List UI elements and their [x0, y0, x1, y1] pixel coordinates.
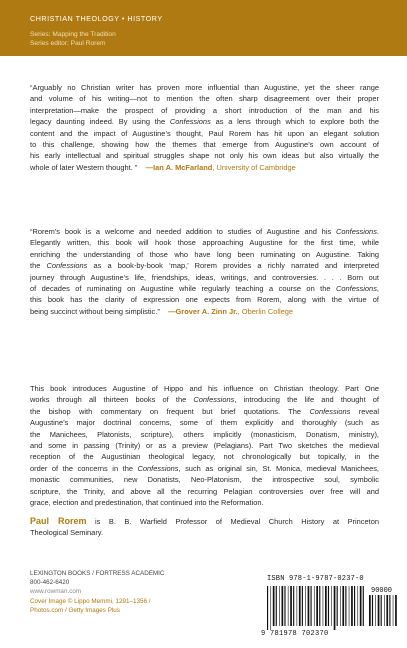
barcode-bar [389, 595, 390, 626]
quote-line: the Confessions as a book-by-book ‘map,’ Rorem provides a richly narrated and interpreted [30, 261, 380, 271]
barcode-bar [360, 586, 362, 626]
series-editor: Series editor: Paul Rorem [30, 40, 106, 47]
author-bio [30, 516, 379, 539]
publisher-info [30, 569, 164, 615]
barcode-bar [323, 586, 324, 626]
quote-line: Elegantly written, this book will hook those approaching Augustine for the first time, while [30, 238, 379, 248]
description-line: grace, election and predestination, that continued into the Reformation. [30, 498, 264, 508]
barcode-bar [267, 586, 268, 630]
barcode-bar [393, 595, 394, 626]
description-line: reception of the Augustinian theological legacy, not chronologically but topically, in the [30, 452, 379, 462]
barcode-bar [270, 586, 271, 630]
attribution-name: —Ian A. McFarland [145, 162, 213, 172]
description-line: order of the concerns in the Confessions, such as original sin, St. Monica, medieval Manichees, [30, 463, 380, 473]
barcode-bar [342, 586, 344, 626]
cover-credit-line1: Cover Image © Lippo Memmi, 1291–1356 / [30, 597, 151, 605]
barcode-box [257, 568, 405, 648]
quote-line: journey through Augustine’s life, friendships, ideas, writings, and controversies. . . . Born out [30, 272, 379, 282]
quote-line: of decades of ruminating on Augustine while regularly teaching a course on the Confessions, [30, 284, 379, 294]
attribution-affiliation: , Oberlin College [237, 306, 294, 316]
barcode-bar [293, 586, 294, 626]
barcode-bar [349, 586, 350, 626]
description-line: monastic communities, new Donatists, Neo-Platonism, the introspective soul, symbolic [30, 475, 379, 485]
attribution-affiliation: , University of Cambridge [212, 162, 296, 172]
barcode-digits: 9 781978 702370 [261, 630, 329, 638]
quote-line: interpretation—make the prospect of providing a short introduction of the man and his [30, 105, 379, 115]
description-line: and some in passing (Trinity) or as a preview (Pelagians). Part Two sketches the medieval [30, 441, 379, 451]
barcode-bar [337, 586, 338, 626]
barcode-bar [311, 586, 312, 626]
category-label: CHRISTIAN THEOLOGY • HISTORY [30, 14, 163, 23]
bio-line: Theological Seminary. [30, 528, 104, 538]
book-description [30, 383, 379, 508]
barcode-bar [308, 586, 310, 626]
quote-line: his early intellectual and spiritual struggles shape not only his own ideas but also virtually the [30, 151, 379, 161]
publisher-phone: 800-462-6420 [30, 579, 70, 587]
barcode-main [267, 586, 365, 630]
barcode-bar [273, 586, 275, 626]
barcode-bar [340, 586, 341, 626]
quote-line: content and the impact of Augustine’s thought, Paul Rorem has hit upon an elegant solution [30, 128, 379, 138]
quote-line: enriching the understanding of those who have long been ruminating on Augustine. Taking [30, 249, 379, 259]
publisher-name: LEXINGTON BOOKS / FORTRESS ACADEMIC [30, 570, 165, 577]
quote-line: legacy daunting indeed. By using the Confessions as a lens through which to explore both the [30, 117, 379, 127]
description-line: Augustine’s major doctrinal concerns, some of them explicitly and thoroughly (such as [30, 418, 379, 428]
barcode-bar [375, 595, 376, 626]
endorsement-zinn [30, 226, 379, 317]
barcode-bar [357, 586, 358, 626]
description-line: scripture, the Trinity, and above all the recurring Pelagian controversies over free will and [30, 486, 379, 496]
publisher-website: www.rowman.com [30, 588, 82, 596]
header-band [0, 0, 407, 56]
barcode-bar [290, 586, 292, 626]
price-code: 90000 [371, 587, 393, 595]
endorsement-mcfarland [30, 82, 379, 173]
barcode-bar [331, 586, 332, 626]
barcode-bar [288, 586, 289, 626]
bio-line: Paul Rorem is B. B. Warfield Professor of Medieval Church History at Princeton [30, 516, 379, 526]
barcode-bar [354, 586, 355, 626]
barcode-bar [381, 595, 382, 626]
barcode-bar [386, 595, 388, 626]
barcode-bar [369, 595, 371, 626]
author-name: Paul Rorem [30, 516, 87, 526]
barcode-bar [297, 586, 298, 626]
quote-line: to this challenge, showing how the themes that emerge from Augustine’s own account of [30, 140, 379, 150]
barcode-bar [316, 586, 318, 626]
description-line: This book introduces Augustine of Hippo and his influence on Christian theology. Part One [30, 384, 379, 393]
barcode-bar [279, 586, 280, 626]
barcode-bar [325, 586, 327, 626]
quote-line: and volume of his writing—not to mention the often sharp disagreement over their proper [30, 94, 379, 104]
quote-line: “Rorem’s book is a welcome and needed addition to studies of Augustine and his Confessions. [30, 227, 379, 236]
quote-line: whole of later Western thought. ” —Ian A. McFarland, University of Cambridge [30, 162, 296, 172]
barcode-bar [284, 586, 285, 626]
description-line: the bishop with commentary on frequent but brief quotations. The Confessions reveal [30, 406, 379, 416]
barcode-bar [276, 586, 277, 626]
attribution-name: —Grover A. Zinn Jr. [168, 306, 238, 316]
barcode-bar [334, 586, 336, 630]
barcode-bar [319, 586, 320, 626]
quote-line: “Arguably no Christian writer has proven more influential than Augustine, yet the sheer range [30, 83, 379, 92]
barcode-bar [282, 586, 284, 626]
barcode-bar [378, 595, 380, 626]
barcode-bar [299, 586, 301, 626]
barcode-bar [395, 595, 397, 626]
series-title: Series: Mapping the Tradition [30, 31, 116, 38]
cover-credit-line2: Photos.com / Getty Images Plus [30, 606, 120, 614]
description-line: the Manichees, Platonists, scripture), others implicitly (monasticism, Donatism, ministry), [30, 429, 379, 439]
barcode-bar [345, 586, 346, 626]
barcode-addon [369, 595, 399, 630]
quote-line: being succinct without being simplistic.” —Grover A. Zinn Jr., Oberlin College [30, 306, 294, 316]
barcode-bar [372, 595, 373, 626]
description-line: works through all thirteen books of the Confessions, introducing the life and thought of [30, 395, 379, 405]
barcode-bar [314, 586, 315, 626]
barcode-bar [351, 586, 353, 626]
barcode-bar [305, 586, 306, 626]
barcode-bar [302, 586, 303, 626]
isbn-label: ISBN 978-1-9787-0237-0 [267, 575, 364, 583]
quote-line: this book has the clarity of expression one expects from Rorem, along with the virtue of [30, 295, 379, 305]
barcode-bar [384, 595, 385, 626]
barcode-bar [328, 586, 329, 626]
barcode-bar [363, 586, 364, 626]
